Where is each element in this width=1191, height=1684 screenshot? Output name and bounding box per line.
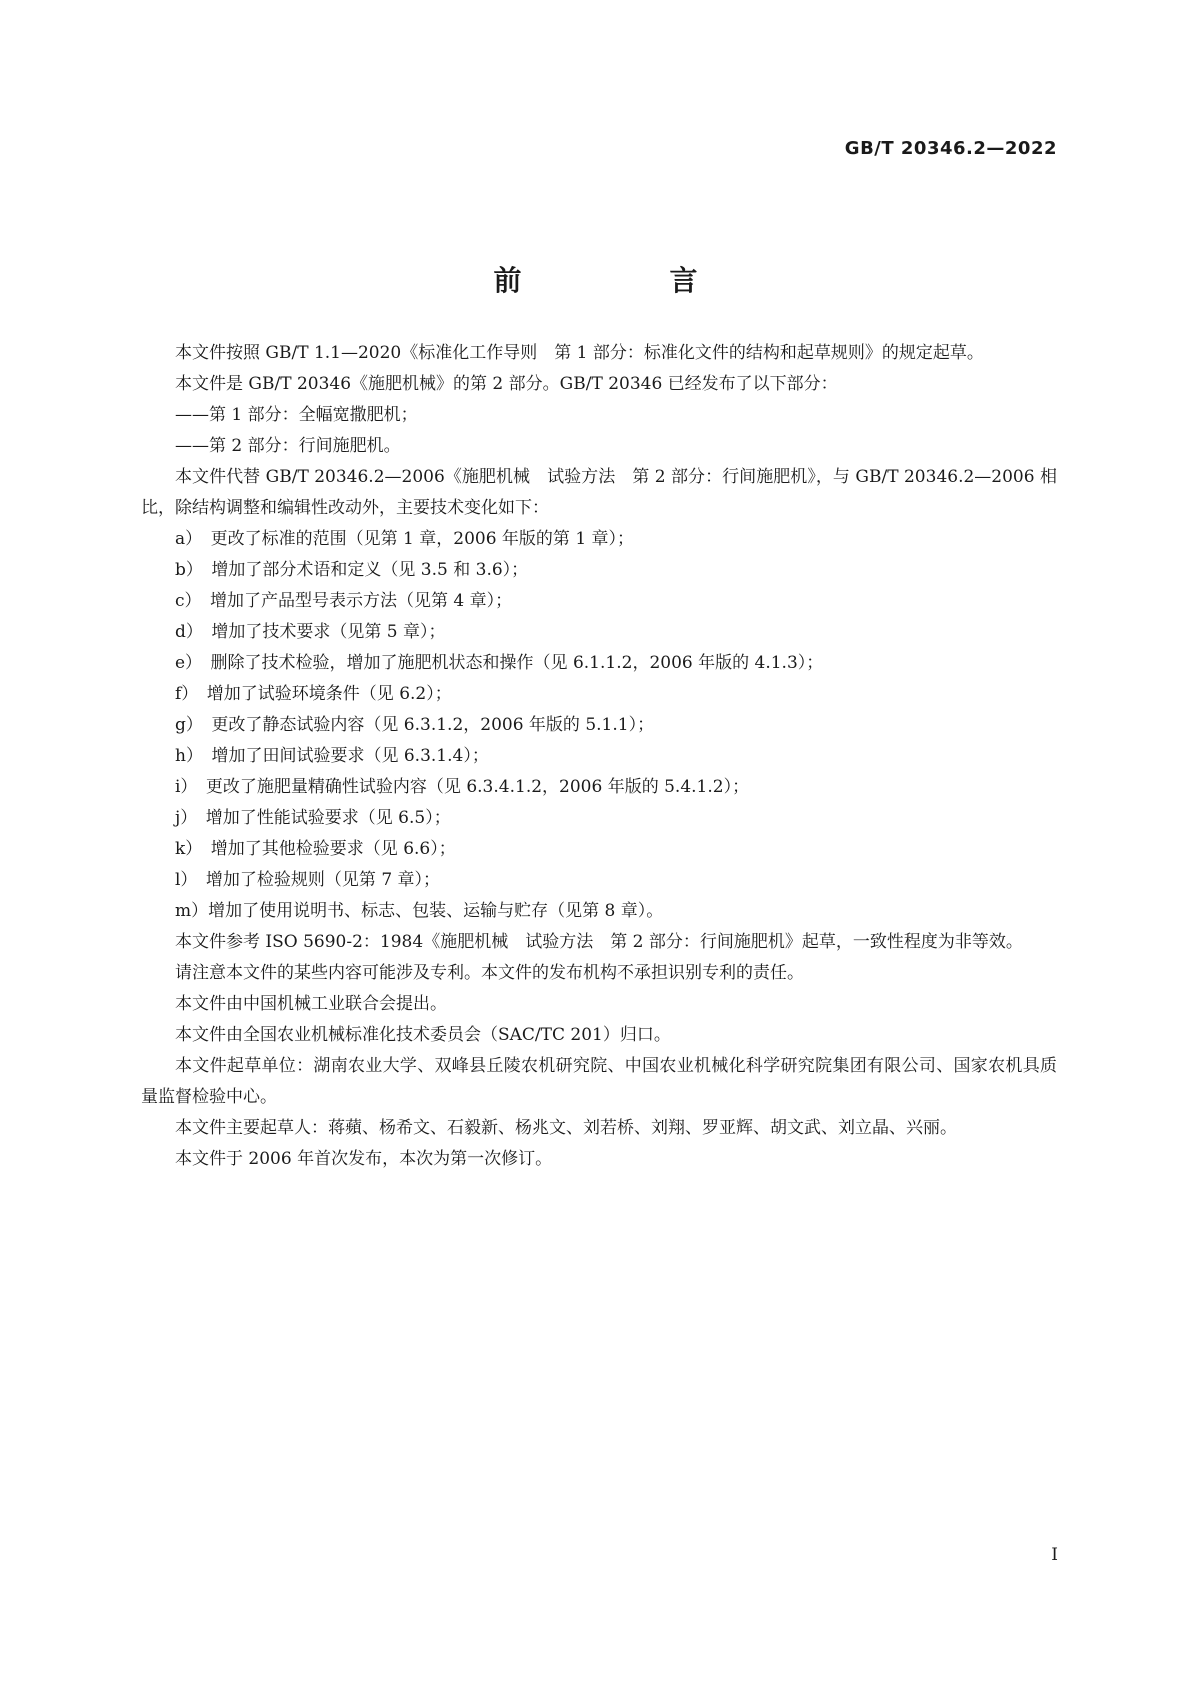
part-list-item: ——第 2 部分：行间施肥机。 [175, 436, 401, 456]
change-list-item: c） 增加了产品型号表示方法（见第 4 章）； [175, 591, 513, 611]
change-list-item: a） 更改了标准的范围（见第 1 章，2006 年版的第 1 章）； [175, 529, 635, 549]
change-list-item: d） 增加了技术要求（见第 5 章）； [175, 622, 446, 642]
paragraph-revision-history: 本文件于 2006 年首次发布，本次为第一次修订。 [175, 1149, 553, 1169]
paragraph-patent-notice: 请注意本文件的某些内容可能涉及专利。本文件的发布机构不承担识别专利的责任。 [175, 963, 804, 983]
change-list-item: k） 增加了其他检验要求（见 6.6）； [175, 839, 456, 859]
paragraph-replacement: 本文件代替 GB/T 20346.2—2006《施肥机械 试验方法 第 2 部分：行间施肥机》，与 GB/T 20346.2—2006 相比，除结构调整和编辑性改动外，主要技术变化如下： [141, 467, 1057, 518]
paragraph-drafting-rules: 本文件按照 GB/T 1.1—2020《标准化工作导则 第 1 部分：标准化文件的结构和起草规则》的规定起草。 [175, 343, 984, 363]
change-list-item: e） 删除了技术检验，增加了施肥机状态和操作（见 6.1.1.2，2006 年版的 4.1.3）； [175, 653, 824, 673]
foreword-body [141, 338, 1057, 1175]
part-list-item: ——第 1 部分：全幅宽撒肥机； [175, 405, 418, 425]
change-list-item: h） 增加了田间试验要求（见 6.3.1.4）； [175, 746, 489, 766]
change-list-item: f） 增加了试验环境条件（见 6.2）； [175, 684, 452, 704]
paragraph-reference: 本文件参考 ISO 5690-2：1984《施肥机械 试验方法 第 2 部分：行间施肥机》起草，一致性程度为非等效。 [175, 932, 1023, 952]
change-list-item: g） 更改了静态试验内容（见 6.3.1.2，2006 年版的 5.1.1）； [175, 715, 655, 735]
paragraph-committee: 本文件由全国农业机械标准化技术委员会（SAC/TC 201）归口。 [175, 1025, 671, 1045]
change-list-item: i） 更改了施肥量精确性试验内容（见 6.3.4.1.2，2006 年版的 5.4.1.2）； [175, 777, 750, 797]
paragraph-part-info: 本文件是 GB/T 20346《施肥机械》的第 2 部分。GB/T 20346 已经发布了以下部分： [175, 374, 838, 394]
paragraph-drafters: 本文件主要起草人：蒋蘋、杨希文、石毅新、杨兆文、刘若桥、刘翔、罗亚辉、胡文武、刘立晶、兴丽。 [175, 1118, 957, 1138]
page-number: I [1051, 1545, 1058, 1565]
change-list-item: j） 增加了性能试验要求（见 6.5）； [175, 808, 451, 828]
change-list-item: b） 增加了部分术语和定义（见 3.5 和 3.6）； [175, 560, 529, 580]
paragraph-drafting-units: 本文件起草单位：湖南农业大学、双峰县丘陵农机研究院、中国农业机械化科学研究院集团有限公司、国家农机具质量监督检验中心。 [141, 1056, 1057, 1107]
paragraph-proposer: 本文件由中国机械工业联合会提出。 [175, 994, 447, 1014]
standard-code: GB/T 20346.2—2022 [844, 138, 1057, 159]
page-title: 前 言 [493, 263, 758, 297]
change-list-item: m）增加了使用说明书、标志、包装、运输与贮存（见第 8 章）。 [175, 901, 664, 921]
change-list-item: l） 增加了检验规则（见第 7 章）； [175, 870, 441, 890]
